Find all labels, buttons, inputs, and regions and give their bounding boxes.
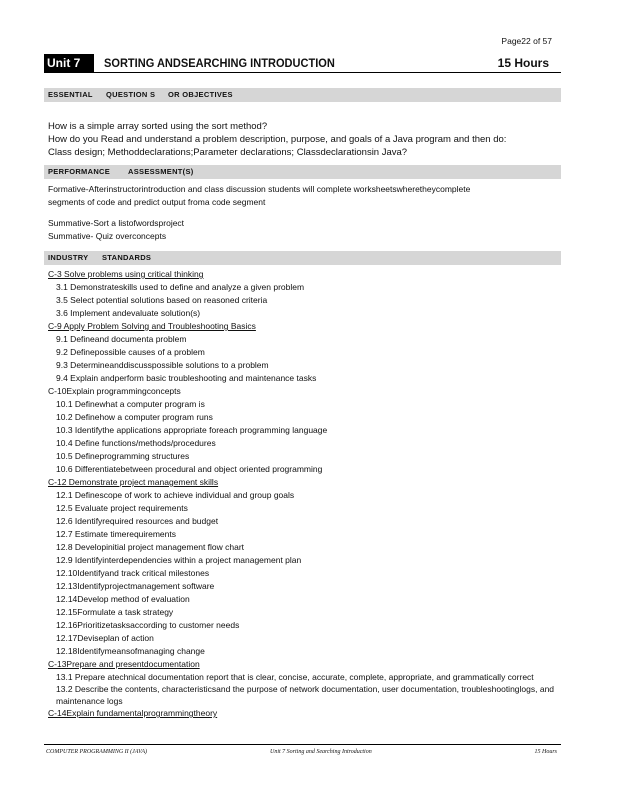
question-line: How do you Read and understand a problem description, purpose, and goals of a Java program and then do: (48, 134, 507, 145)
standard-item: 3.6 Implement andevaluate solution(s) (56, 308, 201, 318)
question-line: Class design; Methoddeclarations;Parameter declarations; Classdeclarationsin Java? (48, 147, 408, 158)
essential-questions-bar (44, 88, 561, 102)
industry-standards-list (48, 268, 558, 720)
standard-item: 10.3 Identifythe applications appropriate foreach programming language (56, 425, 328, 435)
standard-item: 12.18Identifymeansofmanaging change (56, 646, 205, 656)
standard-item: 9.4 Explain andperform basic troubleshooting and maintenance tasks (56, 373, 317, 383)
standard-category: C-9 Apply Problem Solving and Troubleshooting Basics (48, 321, 256, 331)
standard-item: 3.5 Select potential solutions based on reasoned criteria (56, 295, 268, 305)
bar-label: INDUSTRY (48, 253, 89, 262)
industry-standards-bar (44, 251, 561, 265)
summative-line: Summative- Quiz overconcepts (48, 231, 167, 241)
summative-line: Summative-Sort a listofwordsproject (48, 218, 185, 228)
standard-item: 9.2 Definepossible causes of a problem (56, 347, 205, 357)
standard-category: C-13Prepare and presentdocumentation (48, 659, 200, 669)
bar-label: QUESTION S (106, 90, 156, 99)
unit-title: SORTING ANDSEARCHING INTRODUCTION (104, 56, 335, 70)
standard-item: 9.3 Determineanddiscusspossible solutions to a problem (56, 360, 269, 370)
standard-item: 12.13Identifyprojectmanagement software (56, 581, 215, 591)
formative-line: Formative-Afterinstructorintroduction and class discussion students will complete worksheetswheretheycomplete (48, 184, 471, 194)
bar-label: PERFORMANCE (48, 167, 111, 176)
standard-category: C-10Explain programmingconcepts (48, 386, 181, 396)
standard-item: 12.9 Identifyinterdependencies within a project management plan (56, 555, 302, 565)
standard-item: 10.2 Definehow a computer program runs (56, 412, 213, 422)
footer-hours: 15 Hours (534, 749, 557, 755)
standard-item: 10.5 Defineprogramming structures (56, 451, 190, 461)
standard-item: 12.1 Definescope of work to achieve individual and group goals (56, 490, 295, 500)
bar-label: ASSESSMENT(S) (128, 167, 194, 176)
standard-item: 10.6 Differentiatebetween procedural and object oriented programming (56, 464, 323, 474)
standard-item: 12.17Deviseplan of action (56, 633, 154, 643)
page-footer (44, 744, 561, 759)
unit-label: Unit 7 (44, 54, 94, 72)
performance-assessment-bar (44, 165, 561, 179)
standard-item: 12.8 Developinitial project management flow chart (56, 542, 245, 552)
bar-label: ESSENTIAL (48, 90, 93, 99)
standard-item: 12.6 Identifyrequired resources and budget (56, 516, 219, 526)
standard-item: 12.5 Evaluate project requirements (56, 503, 188, 513)
standard-item: 13.1 Prepare atechnical documentation report that is clear, concise, accurate, complete, appropriate, and grammatically correct (56, 672, 534, 682)
standard-item: 12.14Develop method of evaluation (56, 594, 190, 604)
bar-label: OR OBJECTIVES (168, 90, 233, 99)
standard-item: 12.16Prioritizetasksaccording to customer needs (56, 620, 240, 630)
standard-item: 12.10Identifyand track critical milestones (56, 568, 210, 578)
essential-questions (48, 120, 558, 159)
bar-label: STANDARDS (102, 253, 152, 262)
unit-header (44, 54, 561, 73)
unit-hours: 15 Hours (497, 56, 549, 70)
standard-item: 13.2 Describe the contents, characteristicsand the purpose of network documentation, user documentation, troubleshootinglogs, and maintenance logs (56, 684, 555, 706)
footer-unit: Unit 7 Sorting and Searching Introduction (270, 749, 372, 755)
standard-category: C-12 Demonstrate project management skills (48, 477, 219, 487)
standard-item: 12.15Formulate a task strategy (56, 607, 174, 617)
assessments (48, 183, 558, 243)
standard-item: 12.7 Estimate timerequirements (56, 529, 176, 539)
footer-course: COMPUTER PROGRAMMING II (JAVA) (46, 749, 148, 755)
standard-category: C-3 Solve problems using critical thinking (48, 269, 204, 279)
standard-item: 9.1 Defineand documenta problem (56, 334, 187, 344)
page-number: Page22 of 57 (501, 36, 552, 46)
standard-item: 10.4 Define functions/methods/procedures (56, 438, 216, 448)
standard-item: 3.1 Demonstrateskills used to define and analyze a given problem (56, 282, 305, 292)
standard-item: 10.1 Definewhat a computer program is (56, 399, 205, 409)
question-line: How is a simple array sorted using the sort method? (48, 121, 268, 132)
standard-category: C-14Explain fundamentalprogrammingtheory (48, 708, 218, 718)
formative-line: segments of code and predict output froma code segment (48, 197, 266, 207)
